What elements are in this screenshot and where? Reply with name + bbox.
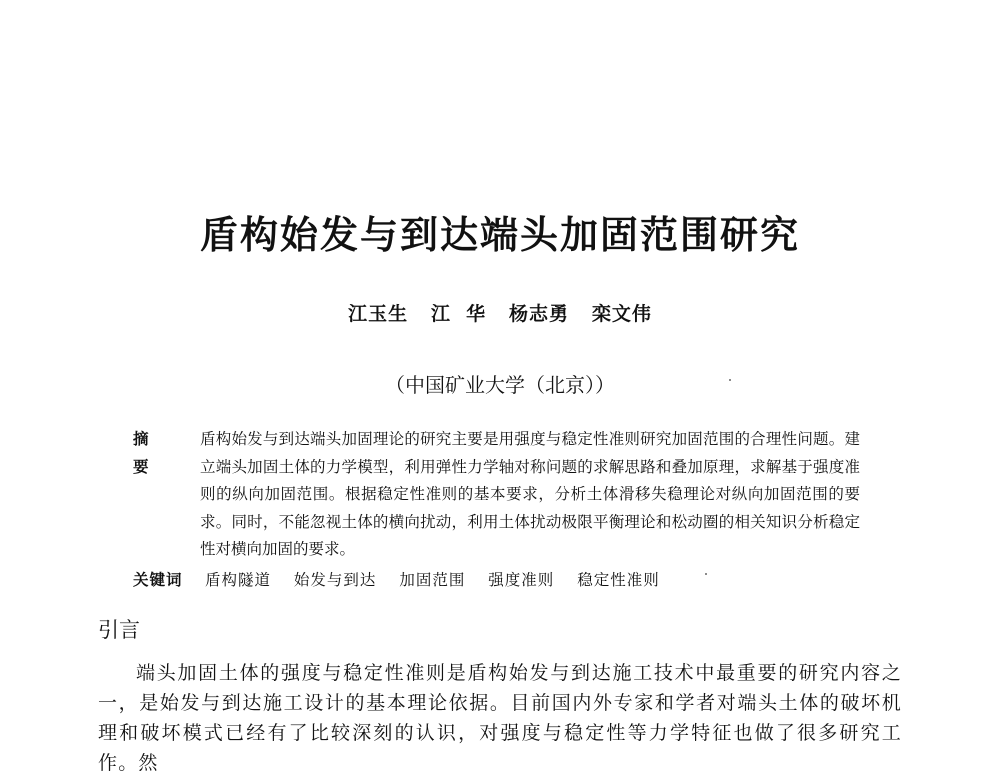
keyword-3: 加固范围 (399, 571, 466, 589)
paper-title: 盾构始发与到达端头加固范围研究 (199, 213, 800, 257)
keyword-5: 稳定性准则 (577, 571, 660, 589)
section-heading: 引言 (98, 618, 140, 642)
abstract-label: 摘要 (133, 430, 163, 476)
keyword-2: 始发与到达 (293, 571, 377, 589)
scan-speck (705, 573, 707, 575)
body-paragraph: 端头加固土体的强度与稳定性准则是盾构始发与到达施工技术中最重要的研究内容之一，是始发与到达施工设计的基本理论依据。目前国内外专家和学者对端头土体的破坏机理和破坏模式已经有了比较深刻的认识，对强度与稳定性等力学特征也做了很多研究工作。然 (98, 662, 902, 774)
affiliation: （中国矿业大学（北京）） (385, 373, 615, 397)
abstract-text: 盾构始发与到达端头加固理论的研究主要是用强度与稳定性准则研究加固范围的合理性问题。建立端头加固土体的力学模型，利用弹性力学轴对称问题的求解思路和叠加原理，求解基于强度准则的纵向加固范围。根据稳定性准则的基本要求，分析土体滑移失稳理论对纵向加固范围的要求。同时，不能忽视土体的横向扰动，利用土体扰动极限平衡理论和松动圈的相关知识分析稳定性对横向加固的要求。 (200, 430, 860, 559)
scan-speck (729, 379, 731, 381)
author-list: 江玉生 江 华 杨志勇 栾文伟 (348, 303, 652, 325)
abstract-section (133, 426, 873, 564)
keyword-4: 强度准则 (488, 571, 555, 589)
keywords-label: 关键词 (133, 571, 183, 589)
keywords-section (133, 566, 873, 594)
keyword-1: 盾构隧道 (204, 571, 271, 589)
